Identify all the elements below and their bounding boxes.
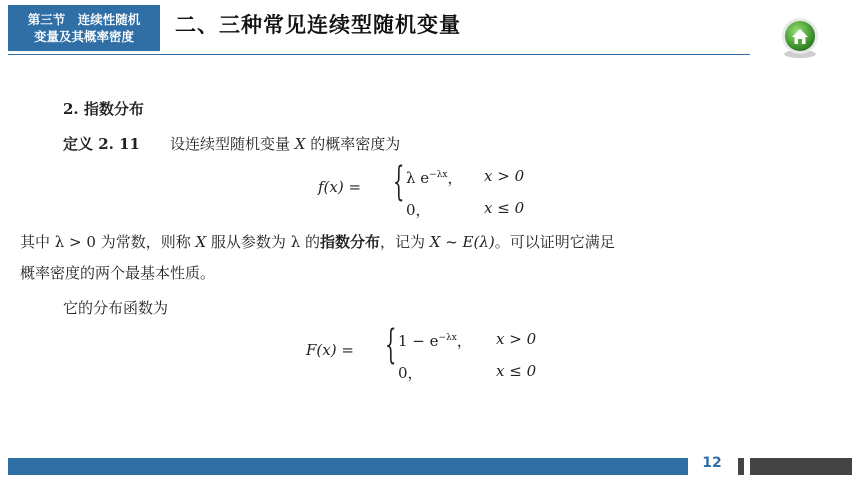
cdf-cond2: x ≤ 0 [496, 362, 537, 380]
section-badge [8, 5, 160, 51]
pdf-case2: 0， [406, 201, 431, 219]
paragraph-2: 概率密度的两个最基本性质。 [20, 264, 216, 282]
page-number: 12 [702, 455, 722, 471]
home-icon [776, 14, 824, 62]
definition-text-a: 设连续型随机变量 [170, 135, 295, 153]
cdf-formula [306, 322, 566, 384]
cdf-case1: $1 - e^{-\lambda x}$， [398, 332, 472, 350]
paragraph-1: 其中 λ > 0 为常数，则称 X 服从参数为 λ 的指数分布，记为 X ~ E(λ)。可以证明它满足 [20, 233, 615, 251]
definition-label: 定义 2. 11 [63, 135, 140, 153]
exponential-distribution-term: 指数分布 [319, 233, 380, 251]
section-badge-line1: 第三节 连续性随机 [27, 12, 141, 27]
pdf-formula [318, 159, 558, 221]
title-divider [8, 54, 750, 55]
footer-marker [738, 458, 744, 475]
footer-bar [8, 458, 688, 475]
section-badge-line2: 变量及其概率密度 [33, 29, 134, 44]
pdf-case1: λ $e^{-\lambda x}$， [406, 169, 463, 187]
pdf-cond2: x ≤ 0 [484, 199, 525, 217]
pdf-lhs: f(x) = [318, 178, 362, 196]
definition-var: X [294, 135, 306, 153]
pdf-cond1: x > 0 [484, 167, 525, 185]
definition-line [63, 133, 400, 154]
definition-text-b: 的概率密度为 [305, 135, 401, 153]
cdf-case2: 0， [398, 364, 423, 382]
section-heading: 2. 指数分布 [63, 100, 144, 118]
footer-bar-right [750, 458, 852, 475]
home-button[interactable] [776, 14, 824, 62]
cdf-brace: { [385, 322, 397, 368]
cdf-lhs: F(x) = [306, 341, 354, 359]
pdf-brace: { [393, 159, 405, 205]
cdf-intro: 它的分布函数为 [63, 299, 169, 317]
cdf-cond1: x > 0 [496, 330, 537, 348]
slide-title: 二、三种常见连续型随机变量 [175, 13, 461, 37]
